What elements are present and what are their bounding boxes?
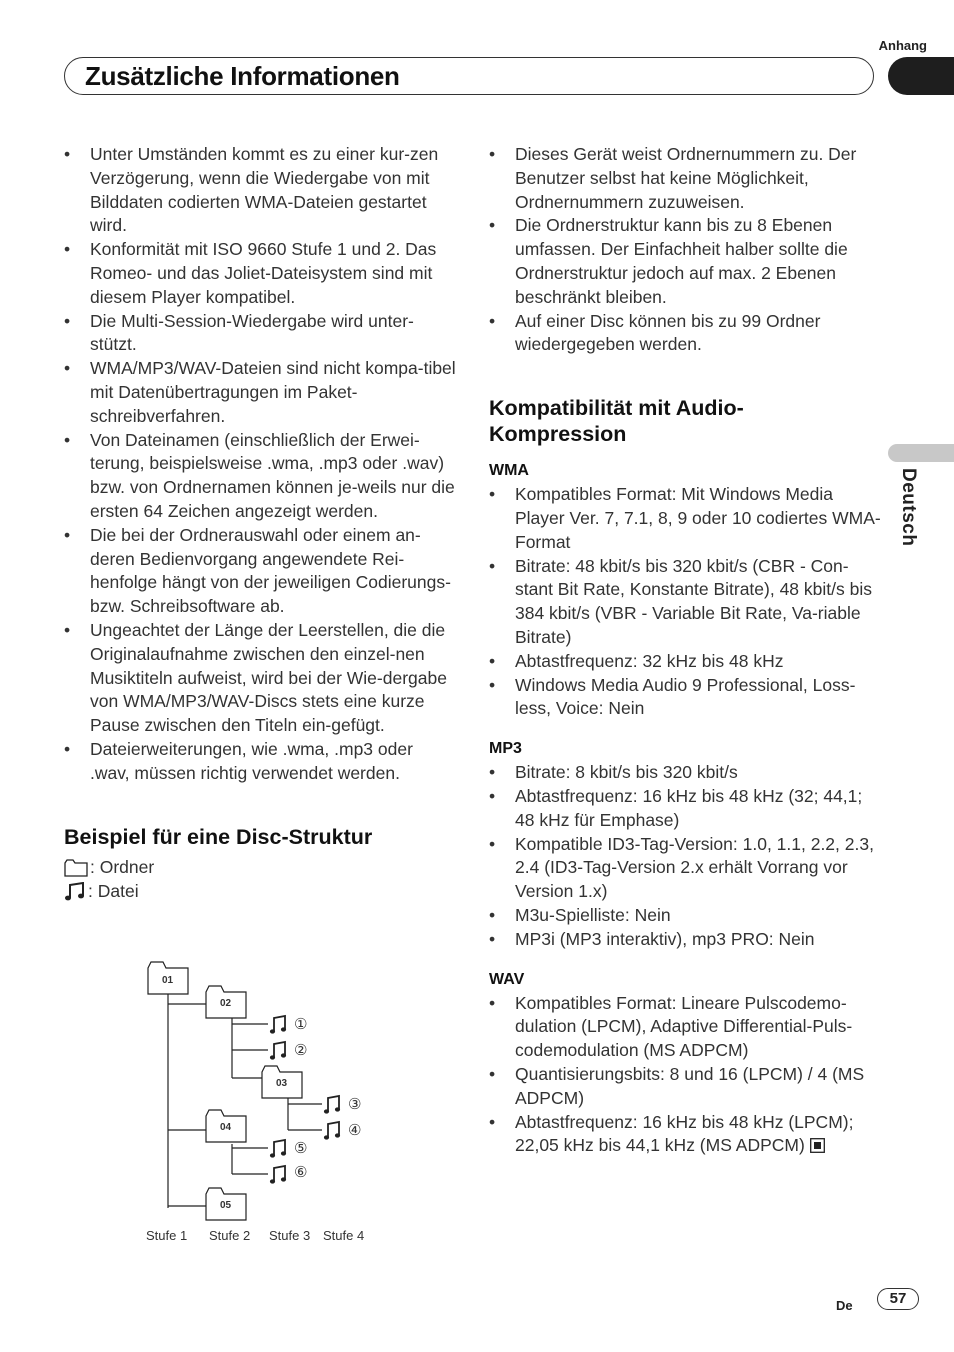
- section-tab: [888, 57, 954, 95]
- disc-structure-heading: Beispiel für eine Disc-Struktur: [64, 824, 373, 849]
- list-item: • Windows Media Audio 9 Professional, Loss-less, Voice: Nein: [489, 674, 881, 722]
- list-item: • Kompatibles Format: Mit Windows Media Player Ver. 7, 7.1, 8, 9 oder 10 codiertes WMA-Format: [489, 483, 881, 554]
- level-label-3: Stufe 3: [269, 1228, 311, 1243]
- folder-tree-lines: [140, 958, 380, 1258]
- folder-icon: [64, 859, 88, 877]
- right-column: [489, 143, 881, 1158]
- list-item: • M3u-Spielliste: Nein: [489, 904, 881, 928]
- list-item: • Von Dateinamen (einschließlich der Erwei-terung, beispielsweise .wma, .mp3 oder .wav) bzw. von Ordnernamen können je-weils nur die ersten 64 Zeichen angezeigt werden.: [64, 429, 456, 524]
- folder-tree-diagram: [140, 958, 380, 1258]
- wma-list: [489, 483, 881, 721]
- legend-folder-row: [64, 856, 456, 880]
- list-item: • Unter Umständen kommt es zu einer kur-zen Verzögerung, wenn die Wiedergabe von mit Bilddaten codierten WMA-Dateien gestartet wird.: [64, 143, 456, 238]
- page-number: 57: [877, 1288, 919, 1310]
- list-item: • Abtastfrequenz: 16 kHz bis 48 kHz (32; 44,1; 48 kHz für Emphase): [489, 785, 881, 833]
- page-title: Zusätzliche Informationen: [85, 61, 400, 91]
- list-item: • Abtastfrequenz: 32 kHz bis 48 kHz: [489, 650, 881, 674]
- list-item: • Kompatible ID3-Tag-Version: 1.0, 1.1, 2.2, 2.3, 2.4 (ID3-Tag-Version 2.x erhält Vorrang vor Version 1.x): [489, 833, 881, 904]
- folder-label-04: 04: [220, 1122, 232, 1133]
- track-label-6: ⑥: [294, 1164, 308, 1181]
- list-item: • Bitrate: 8 kbit/s bis 320 kbit/s: [489, 761, 881, 785]
- legend-file-row: [64, 880, 456, 904]
- folder-label-01: 01: [162, 975, 174, 986]
- folder-label-05: 05: [220, 1200, 232, 1211]
- list-item: • Ungeachtet der Länge der Leerstellen, die die Originalaufnahme zwischen den einzel-nen Musiktiteln aufweist, wird bei der Wie-dergabe von WMA/MP3/WAV-Discs stets eine kurze Pause zwischen den Titeln ein-gefügt.: [64, 619, 456, 738]
- folder-label-03: 03: [276, 1078, 288, 1089]
- track-label-1: ①: [294, 1016, 308, 1033]
- list-item: [489, 1111, 881, 1159]
- level-label-4: Stufe 4: [323, 1228, 365, 1243]
- wma-heading: WMA: [489, 462, 529, 480]
- wav-heading: WAV: [489, 970, 525, 988]
- legend-folder-label: : Ordner: [90, 856, 155, 877]
- list-item: • Die Ordnerstruktur kann bis zu 8 Ebenen umfassen. Der Einfachheit halber sollte die Ordnerstruktur jedoch auf max. 2 Ebenen beschränkt bleiben.: [489, 214, 881, 309]
- list-item: • Konformität mit ISO 9660 Stufe 1 und 2. Das Romeo- und das Joliet-Dateisystem sind mit diesem Player kompatibel.: [64, 238, 456, 309]
- legend: [64, 856, 456, 904]
- section-label: Anhang: [878, 38, 927, 53]
- end-mark-icon: [810, 1138, 825, 1153]
- title-bar: [64, 57, 874, 95]
- track-label-5: ⑤: [294, 1140, 308, 1157]
- right-bullet-list: [489, 143, 881, 357]
- list-item: • MP3i (MP3 interaktiv), mp3 PRO: Nein: [489, 928, 881, 952]
- list-item: • Kompatibles Format: Lineare Pulscodemo-dulation (LPCM), Adaptive Differential-Puls-codemodulation (MS ADPCM): [489, 992, 881, 1063]
- track-label-2: ②: [294, 1042, 308, 1059]
- music-note-icon: [64, 882, 86, 902]
- wav-list: [489, 992, 881, 1159]
- list-item: • Bitrate: 48 kbit/s bis 320 kbit/s (CBR - Con-stant Bit Rate, Konstante Bitrate), 48 kbit/s bis 384 kbit/s (VBR - Variable Bit Rate, Va-riable Bitrate): [489, 555, 881, 650]
- mp3-list: [489, 761, 881, 951]
- list-item: • Die Multi-Session-Wiedergabe wird unter-stützt.: [64, 310, 456, 358]
- list-item: • Dieses Gerät weist Ordnernummern zu. Der Benutzer selbst hat keine Möglichkeit, Ordnernummern zuzuweisen.: [489, 143, 881, 214]
- list-item-text: Abtastfrequenz: 16 kHz bis 48 kHz (LPCM); 22,05 kHz bis 44,1 kHz (MS ADPCM): [515, 1111, 854, 1156]
- language-tab-marker: [888, 444, 954, 462]
- level-label-2: Stufe 2: [209, 1228, 251, 1243]
- audio-compression-heading: Kompatibilität mit Audio-Kompression: [489, 396, 744, 447]
- left-column: [64, 143, 456, 904]
- level-label-1: Stufe 1: [146, 1228, 188, 1243]
- track-label-3: ③: [348, 1096, 362, 1113]
- footer-language: De: [836, 1298, 853, 1313]
- list-item: • Auf einer Disc können bis zu 99 Ordner wiedergegeben werden.: [489, 310, 881, 358]
- mp3-heading: MP3: [489, 740, 522, 758]
- list-item: • Quantisierungsbits: 8 und 16 (LPCM) / 4 (MS ADPCM): [489, 1063, 881, 1111]
- folder-label-02: 02: [220, 998, 232, 1009]
- list-item: • WMA/MP3/WAV-Dateien sind nicht kompa-tibel mit Datenübertragungen im Paket-schreibverfahren.: [64, 357, 456, 428]
- legend-file-label: : Datei: [88, 880, 139, 901]
- track-label-4: ④: [348, 1122, 362, 1139]
- left-bullet-list: [64, 143, 456, 786]
- list-item: • Die bei der Ordnerauswahl oder einem an-deren Bedienvorgang angewendete Rei-henfolge hängt von der jeweiligen Codierungs- bzw. Schreibsoftware ab.: [64, 524, 456, 619]
- list-item: • Dateierweiterungen, wie .wma, .mp3 oder .wav, müssen richtig verwendet werden.: [64, 738, 456, 786]
- language-tab-label: Deutsch: [898, 468, 919, 547]
